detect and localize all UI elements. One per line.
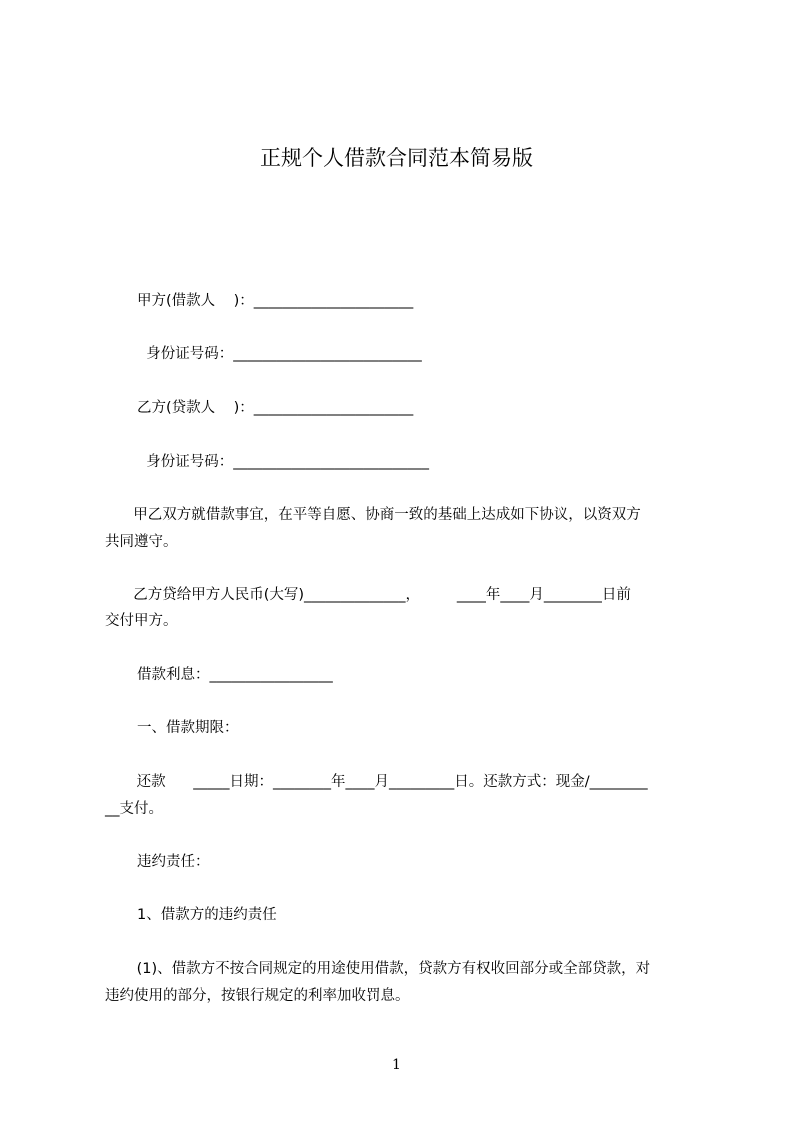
clause-1-line-1: (1)、借款方不按合同规定的用途使用借款，贷款方有权收回部分或全部贷款，对 xyxy=(132,961,651,977)
repayment-line-2: __支付。 xyxy=(105,801,163,817)
party-b-id-number: 身份证号码：___________________________ xyxy=(137,454,429,470)
loan-amount-line-2: 交付甲方。 xyxy=(105,613,178,629)
intro-paragraph-line-2: 共同遵守。 xyxy=(105,534,178,550)
breach-item-1: 1、借款方的违约责任 xyxy=(137,907,277,923)
party-a-id-number: 身份证号码：__________________________ xyxy=(137,346,422,362)
loan-interest: 借款利息：_________________ xyxy=(137,667,333,683)
party-b-label: 乙方(贷款人 )：______________________ xyxy=(137,400,414,416)
repayment-line-1: 还款 _____日期：________年____月_________日。还款方式：现金/________ xyxy=(132,774,648,790)
loan-amount-line-1: 乙方贷给甲方人民币(大写)______________， ____年____月________日前 xyxy=(124,587,631,603)
clause-1-line-2: 违约使用的部分，按银行规定的利率加收罚息。 xyxy=(105,988,410,1004)
breach-liability-heading: 违约责任： xyxy=(137,854,210,870)
party-a-label: 甲方(借款人 )：______________________ xyxy=(137,293,414,309)
section-1-heading: 一、借款期限： xyxy=(137,720,239,736)
page-number: 1 xyxy=(392,1057,401,1073)
intro-paragraph-line-1: 甲乙双方就借款事宜，在平等自愿、协商一致的基础上达成如下协议，以资双方 xyxy=(124,507,641,523)
document-title: 正规个人借款合同范本简易版 xyxy=(260,146,533,170)
